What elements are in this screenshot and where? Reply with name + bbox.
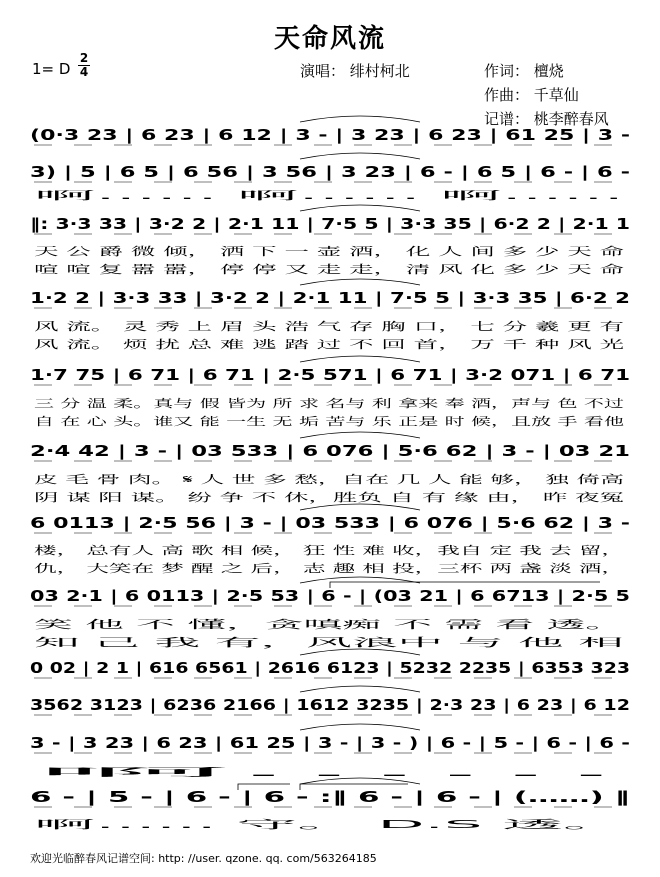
notation-line: 3562 3123 | 6236 2166 | 1612 3235 | 2·3 23 | 6 23 | 6 12	[30, 696, 502, 714]
footer-text: 欢迎光临醉春风记谱空间: http: //user. qzone. qq. com/563264185	[30, 852, 377, 865]
lyric-line: 楼， 总有人 高 歌 相 候， 狂 性 难 收，我自 定 我 去 留，	[34, 544, 322, 557]
slur-arc	[300, 504, 420, 510]
slur-arc	[300, 116, 420, 122]
lyric-line: 仇， 大笑在 梦 醒 之 后， 志 趣 相 投，三杯 两 盏 淡 酒，	[34, 562, 322, 575]
singer-credit: 演唱： 绯村柯北	[300, 62, 410, 80]
composer-credit: 作曲： 千草仙	[484, 86, 579, 104]
lyric-line: 啊……	[34, 766, 624, 779]
notation-line: 6 - | 5 - | 6 - | 6 - :‖ 6 - | 6 - | (……) ‖	[30, 788, 322, 806]
lyric-line: 笑 他 不 懂，贪嗔痴 不 需 看 透。	[34, 618, 202, 631]
slur-arc	[300, 205, 420, 211]
notation-line: 1·2 2 | 3·3 33 | 3·2 2 | 2·1 11 | 7·5 5 | 3·3 35 | 6·2 2	[30, 289, 453, 307]
slur-arc	[300, 724, 420, 730]
slur-arc	[300, 432, 420, 438]
lyricist-credit: 作词： 檀烧	[484, 62, 564, 80]
notation-line: 1·7 75 | 6 71 | 6 71 | 2·5 571 | 6 71 | 3·2 071 | 6 71	[30, 366, 451, 384]
lyric-line: 啊…… 啊…… 啊……	[34, 189, 624, 202]
song-title: 天命风流	[273, 24, 386, 54]
notation-line: 2·4 42 | 3 - | 03 533 | 6 076 | 5·6 62 | 3 - | 03 21	[30, 442, 426, 460]
slur-arc	[300, 356, 420, 362]
notation-line: 03 2·1 | 6 0113 | 2·5 53 | 6 - | (03 21 | 6 6713 | 2·5 5	[30, 587, 464, 605]
lyric-line: 喧 喧 复 嚣 嚣， 停 停 又 走 走， 清 风 化 多 少 天 命	[34, 263, 299, 276]
time-signature: 2 4	[79, 51, 89, 79]
lyric-line: 风 流。 烦 扰 总 难 逃 踏 过 不 回 首， 万 千 种 风 光	[34, 338, 299, 351]
lyric-line: 自 在 心 头。谁又 能 一生 无 垢 苦与 乐 正是 时 候，且放 手 看他	[34, 415, 358, 428]
notation-line: 3 - | 3 23 | 6 23 | 61 25 | 3 - | 3 - ) | 6 - | 5 - | 6 - | 6 -	[30, 734, 459, 752]
lyric-line: 天 公 爵 微 倾， 洒 下 一 壶 酒， 化 人 间 多 少 天 命	[34, 245, 299, 258]
slur-arc	[300, 686, 420, 692]
notation-line: 3) | 5 | 6 5 | 6 56 | 3 56 | 3 23 | 6 - | 6 5 | 6 - | 6 -	[30, 163, 429, 181]
slur-arc	[300, 153, 420, 159]
notation-line: (0·3 23 | 6 23 | 6 12 | 3 - | 3 23 | 6 23 | 61 25 | 3 -	[30, 126, 438, 144]
lyric-line: 知 己 我 有，风浪中 与 他 相	[34, 636, 176, 649]
transcriber-credit: 记谱： 桃李醉春风	[484, 110, 609, 128]
slur-arc	[300, 279, 420, 285]
notation-line: 6 0113 | 2·5 56 | 3 - | 03 533 | 6 076 | 5·6 62 | 3 -	[30, 514, 437, 532]
lyric-line: 三 分 温 柔。真与 假 皆为 所 求 名与 利 拿来 奉 酒，声与 色 不过	[34, 397, 358, 410]
lyric-line: 啊…… 守。 D.S 透。	[34, 818, 624, 831]
notation-line: ‖: 3·3 33 | 3·2 2 | 2·1 11 | 7·5 5 | 3·3 35 | 6·2 2 | 2·1 1	[30, 215, 472, 233]
key-signature: 1= D	[32, 60, 71, 78]
lyric-line: 阴 谋 阳 谋。 纷 争 不 休，胜负 自 有 缘 由， 昨 夜冤	[34, 491, 300, 504]
lyric-line: 皮 毛 骨 肉。 𝄋 人 世 多 愁，自在 几 人 能 够， 独 倚高	[34, 473, 308, 486]
slur-arc	[300, 649, 420, 655]
notation-line: 0 02 | 2 1 | 616 6561 | 2616 6123 | 5232 2235 | 6353 323	[30, 659, 507, 677]
lyric-line: 风 流。 灵 秀 上 眉 头 浩 气 存 胸 口， 七 分 羲 更 有	[34, 320, 299, 333]
